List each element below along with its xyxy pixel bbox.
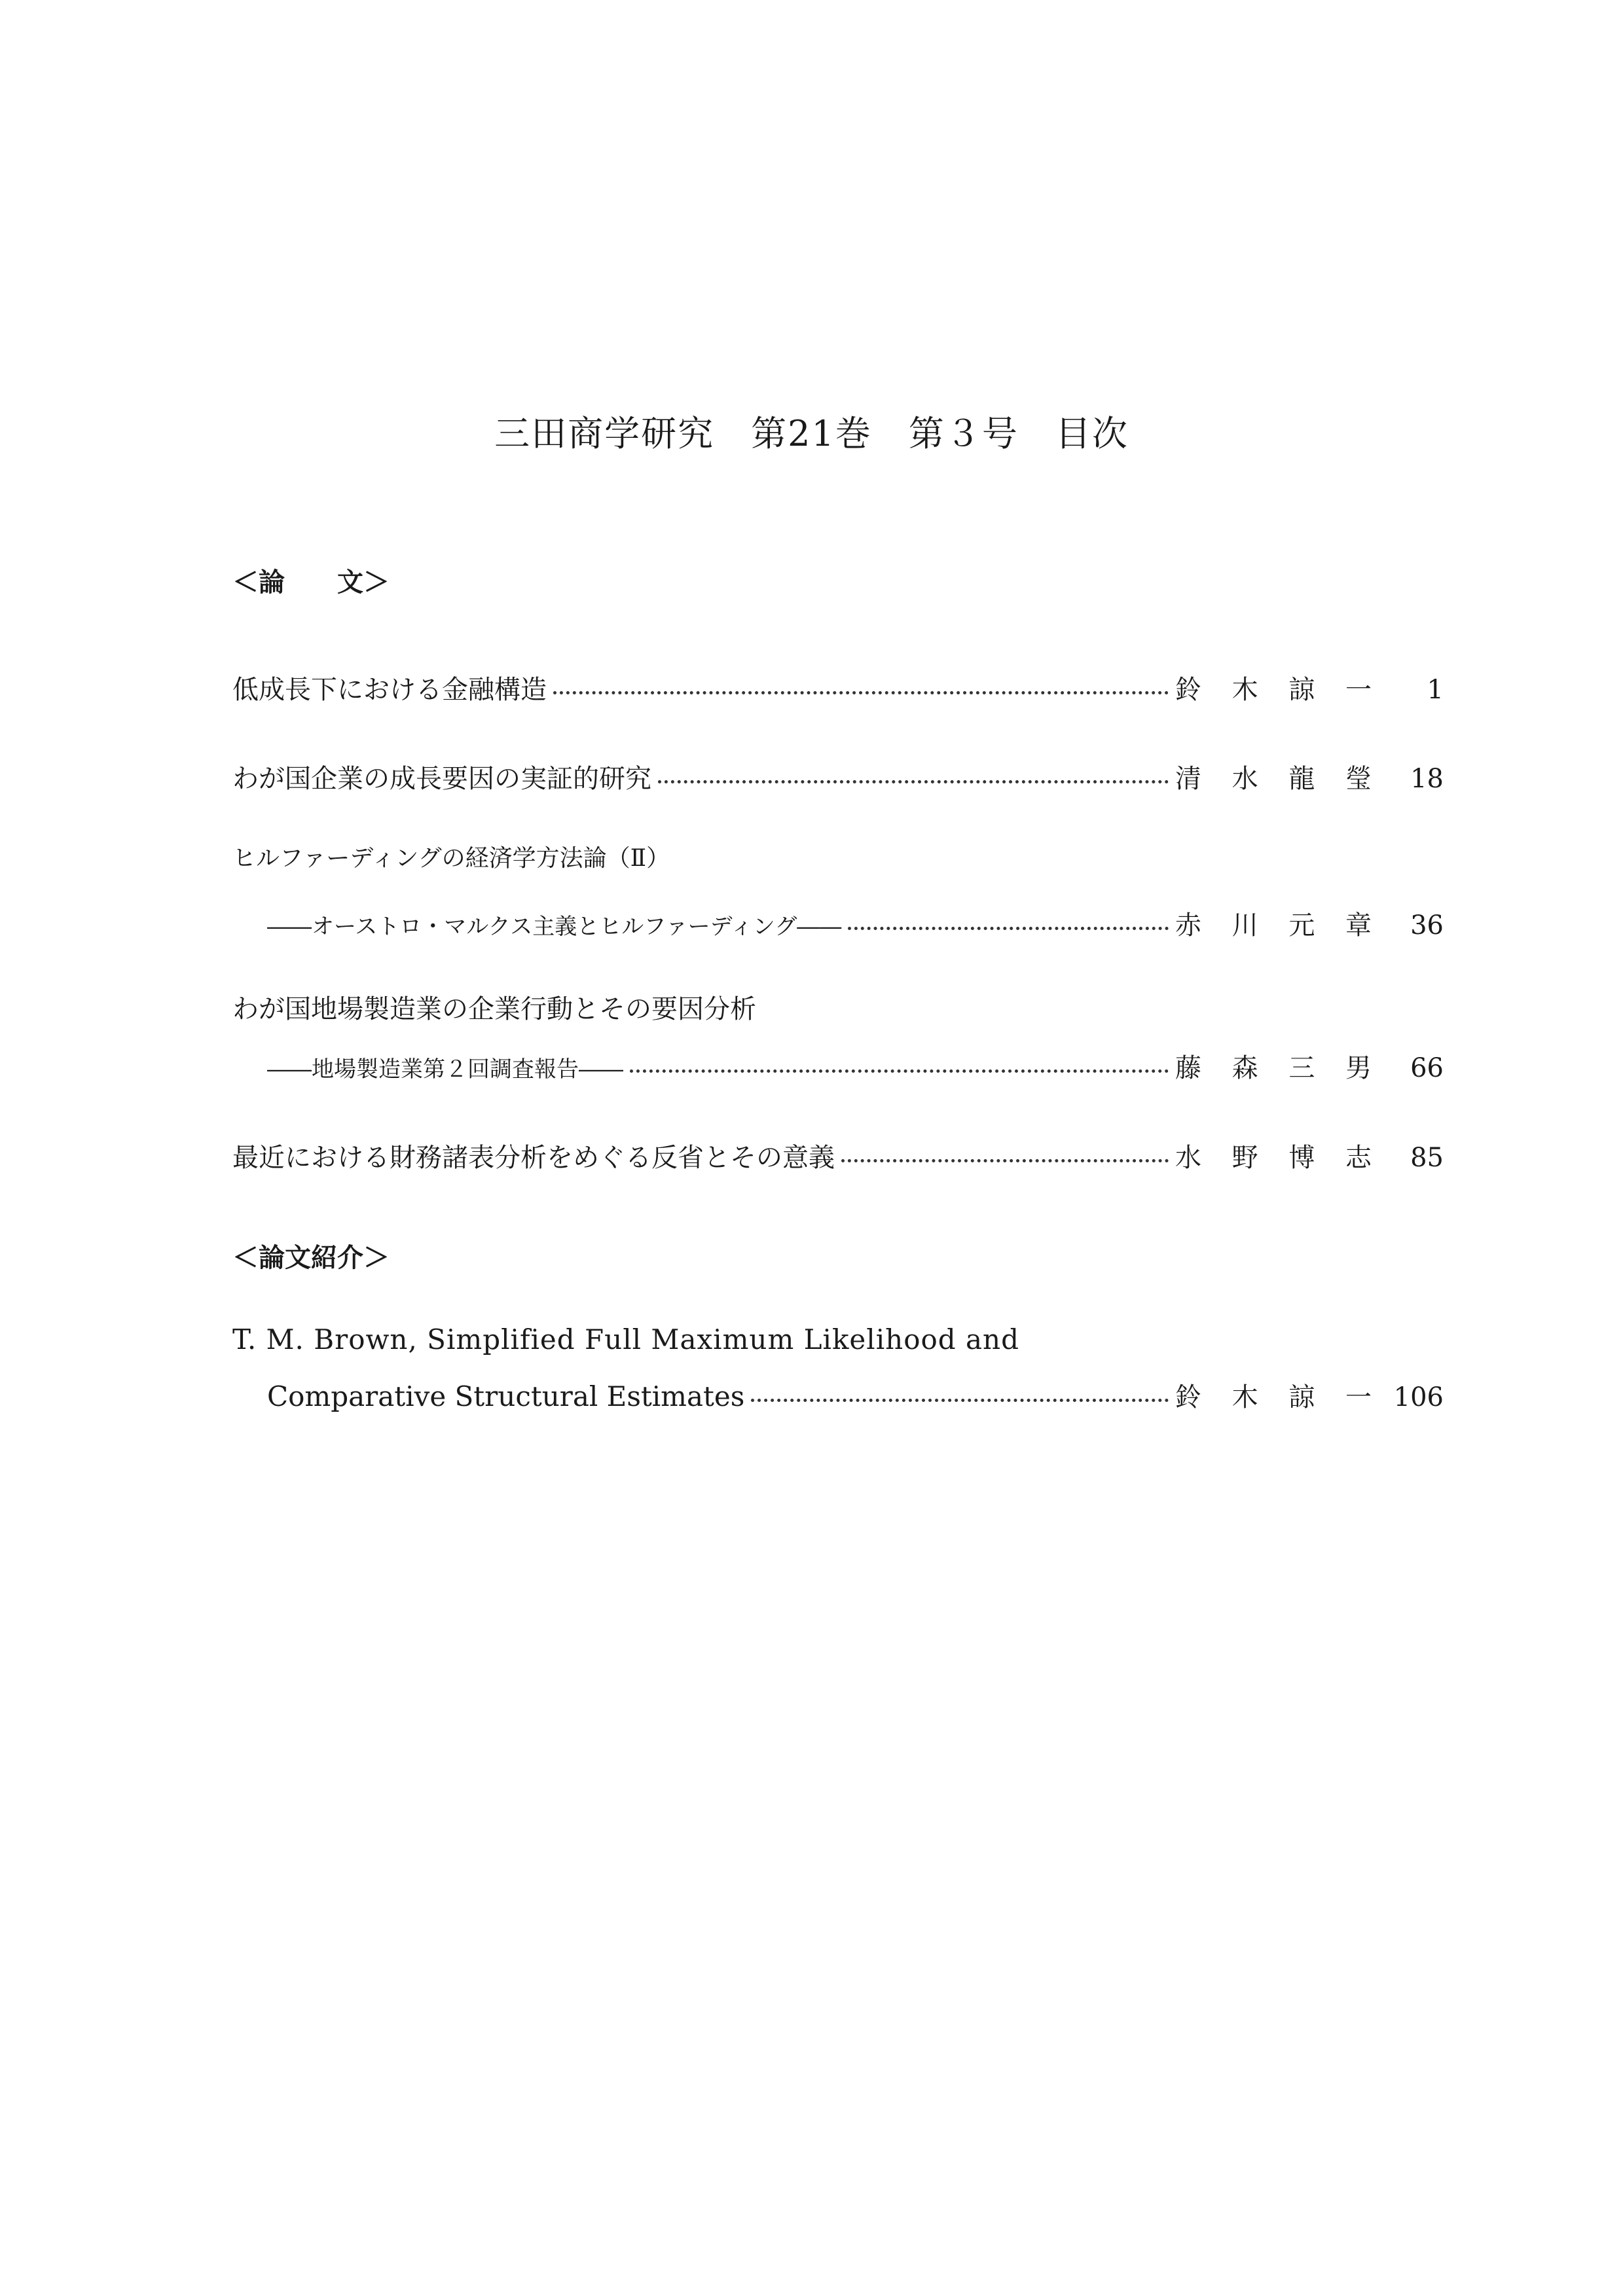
toc-entry: [232, 1137, 1444, 1174]
entry-author: 赤 川 元 章: [1175, 910, 1372, 941]
entry-author: 鈴 木 諒 一: [1175, 1382, 1372, 1412]
entry-subtitle: ――地場製造業第２回調査報告――: [267, 1056, 623, 1083]
entry-title: 最近における財務諸表分析をめぐる反省とその意義: [232, 1143, 835, 1173]
page-title: 三田商学研究 第21巻 第３号 目次: [494, 413, 1129, 454]
section-heading-reviews: ＜論文紹介＞: [232, 1242, 390, 1273]
entry-title: 低成長下における金融構造: [232, 675, 547, 705]
dot-leader: [841, 1159, 1169, 1162]
entry-page: 85: [1410, 1143, 1444, 1173]
dot-leader: [630, 1069, 1169, 1073]
entry-subtitle: ――オーストロ・マルクス主義とヒルファーディング――: [267, 914, 842, 940]
section-heading-articles: ＜論 文＞: [232, 567, 390, 598]
entry-page: 106: [1393, 1382, 1444, 1412]
dot-leader: [751, 1399, 1169, 1402]
toc-entry: [267, 1047, 1444, 1084]
dot-leader: [848, 927, 1169, 930]
entry-author: 清 水 龍 瑩: [1175, 764, 1372, 794]
entry-author: 藤 森 三 男: [1175, 1053, 1372, 1083]
entry-title: ヒルファーディングの経済学方法論（Ⅱ）: [232, 845, 670, 872]
review-title-line1: T. M. Brown, Simplified Full Maximum Likelihood and: [232, 1323, 1019, 1355]
dot-leader: [658, 780, 1169, 783]
toc-entry: [267, 905, 1444, 941]
entry-page: 1: [1427, 675, 1444, 705]
toc-entry: [232, 669, 1444, 706]
entry-page: 18: [1410, 764, 1444, 794]
toc-entry: [267, 1376, 1444, 1413]
toc-entry: [232, 758, 1444, 795]
entry-page: 36: [1410, 910, 1444, 941]
entry-title: わが国企業の成長要因の実証的研究: [232, 764, 651, 794]
review-title-line2: Comparative Structural Estimates: [267, 1380, 745, 1412]
entry-author: 鈴 木 諒 一: [1175, 675, 1372, 705]
entry-author: 水 野 博 志: [1175, 1143, 1372, 1173]
entry-page: 66: [1410, 1053, 1444, 1083]
entry-title: わが国地場製造業の企業行動とその要因分析: [232, 994, 756, 1024]
dot-leader: [553, 691, 1169, 694]
